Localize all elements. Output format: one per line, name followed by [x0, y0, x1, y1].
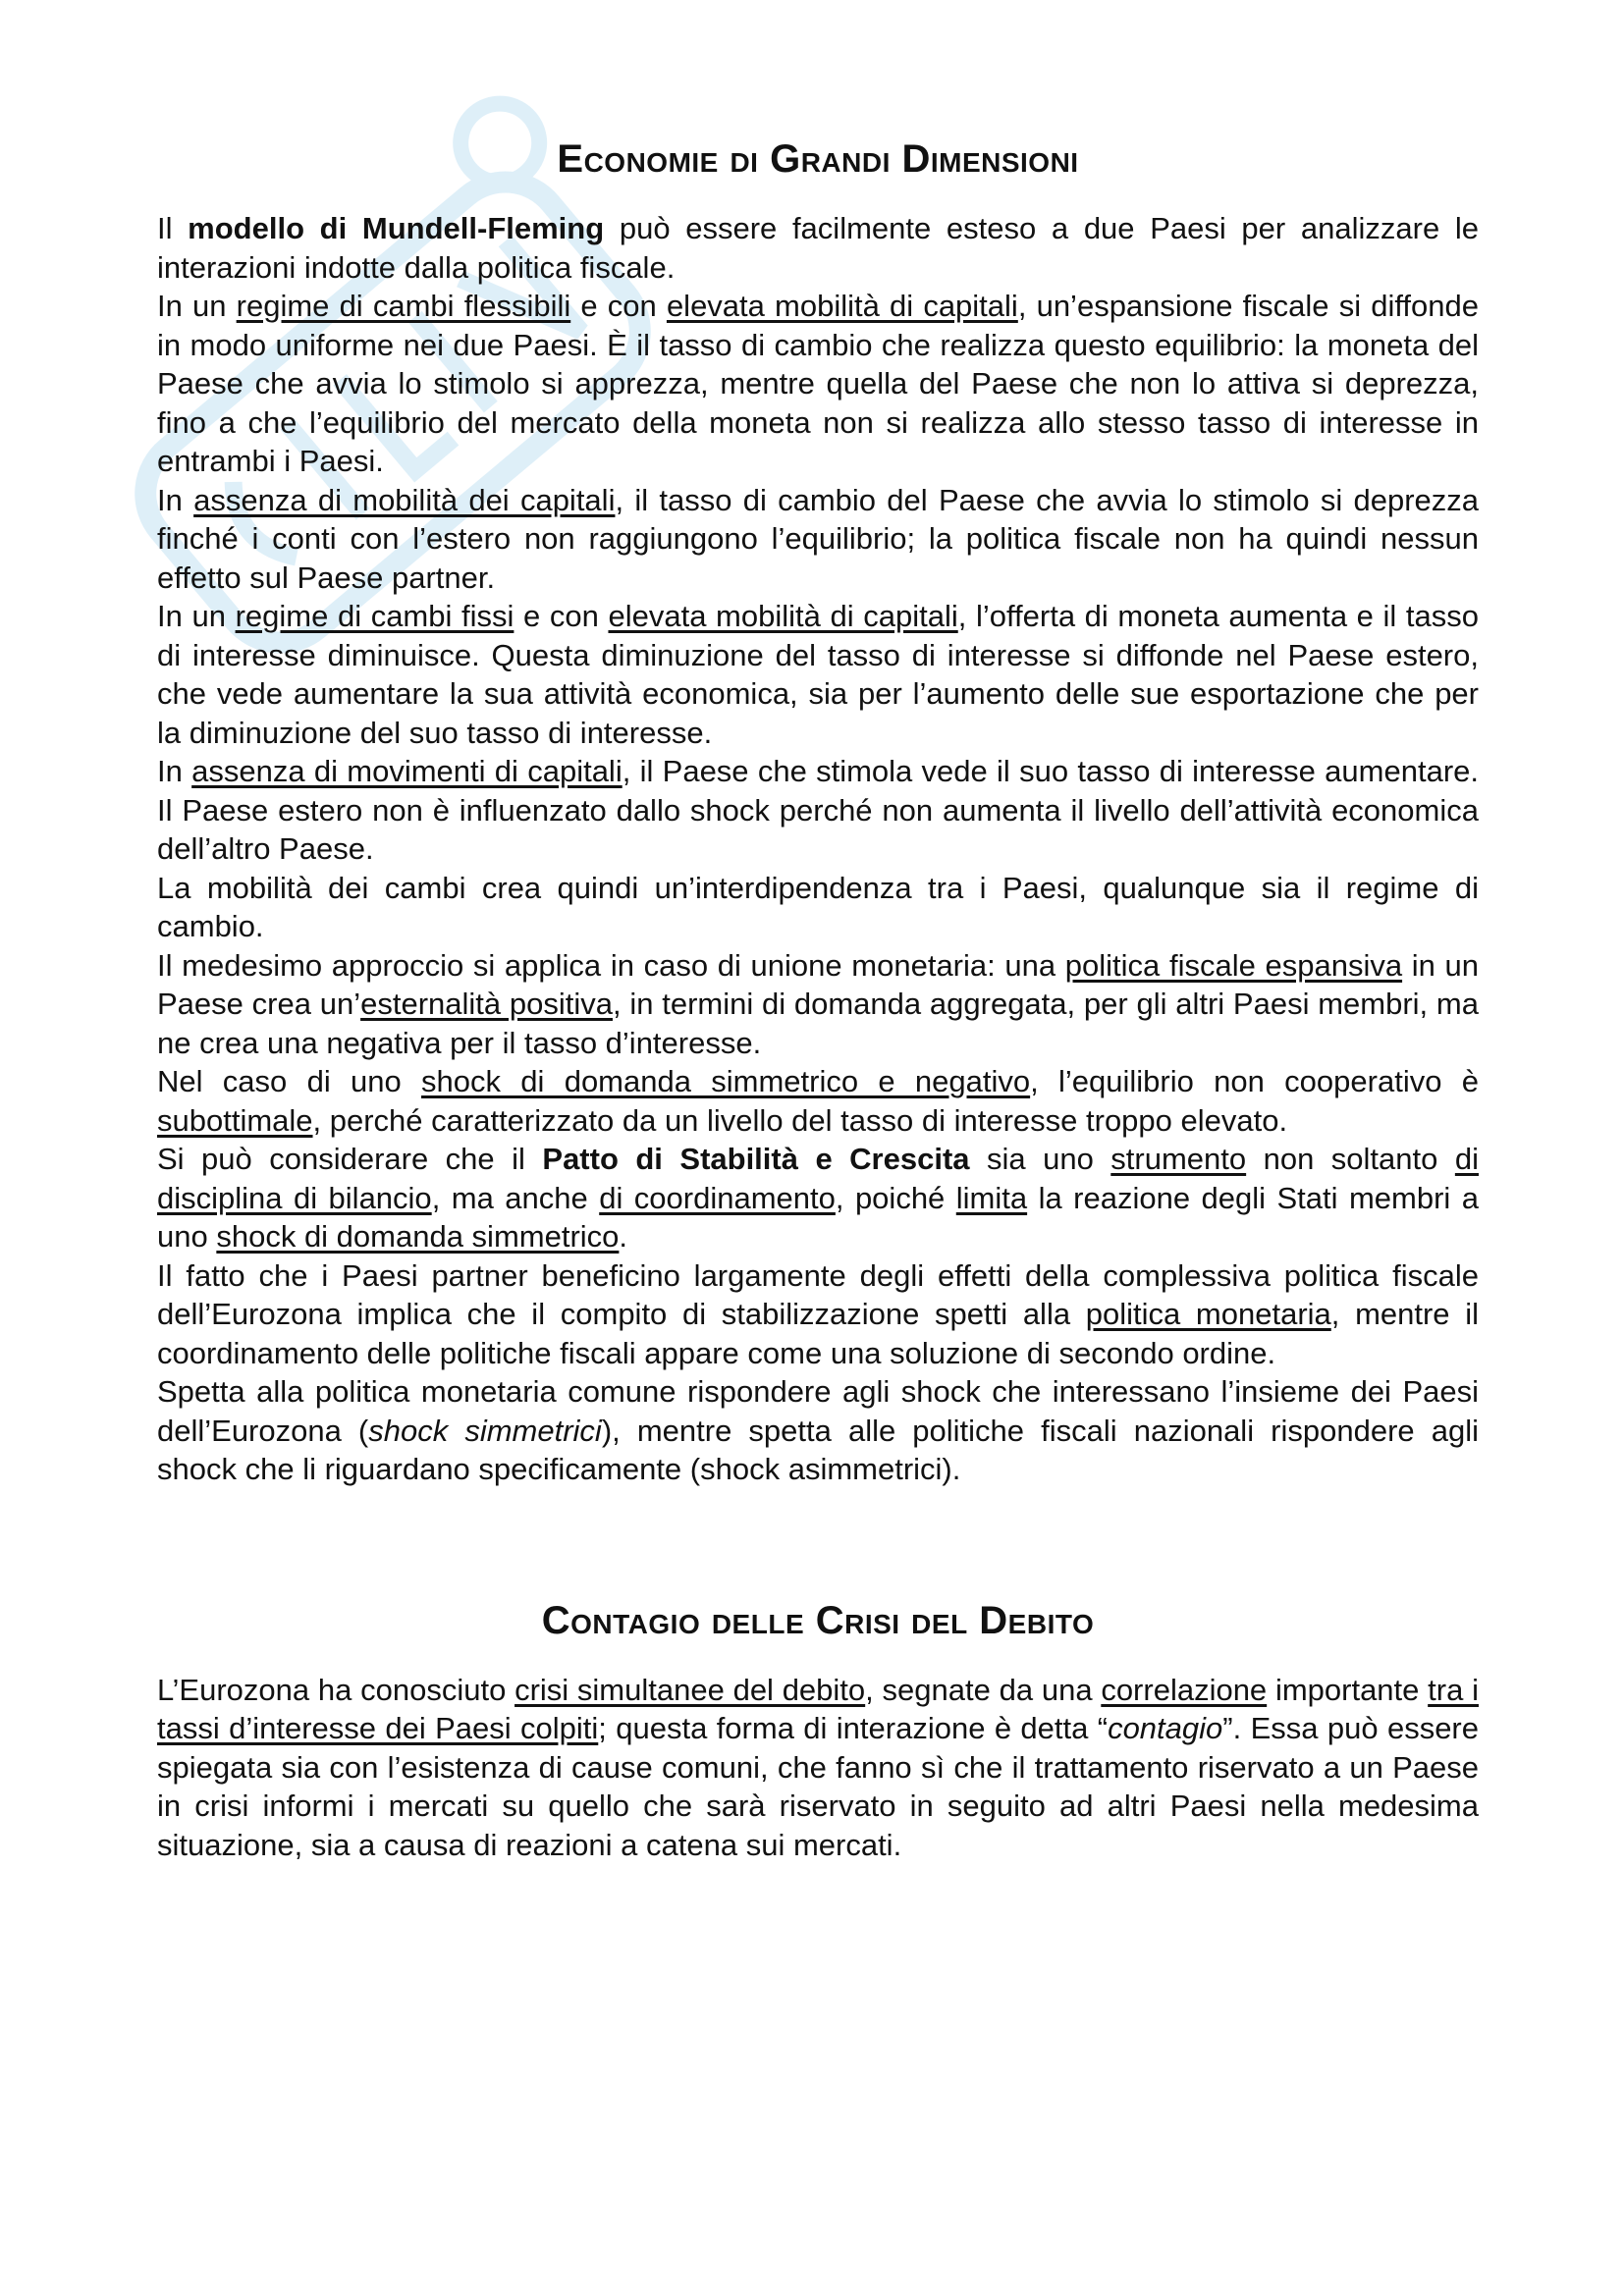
key-term: modello di Mundell-Fleming	[188, 211, 605, 245]
paragraph-3: In assenza di mobilità dei capitali, il tasso di cambio del Paese che avvia lo stimolo si deprezza finché i conti con l’estero non raggiungono l’equilibrio; la politica fiscale non ha quindi nessun effetto sul Paese partner.	[157, 482, 1479, 595]
paragraph-7: Il medesimo approccio si applica in caso di unione monetaria: una politica fiscale espansiva in un Paese crea un’esternalità positiva, in termini di domanda aggregata, per gli altri Paesi membri, ma ne crea una negativa per il tasso d’interesse.	[157, 947, 1480, 1060]
underlined-term: di coordinamento	[599, 1180, 836, 1215]
underlined-term: elevata mobilità di capitali	[666, 289, 1018, 323]
underlined-term: crisi simultanee del debito	[514, 1672, 866, 1707]
page-content	[157, 137, 1479, 1864]
underlined-term: shock di domanda simmetrico	[216, 1219, 620, 1254]
underlined-term: elevata mobilità di capitali	[608, 599, 958, 633]
paragraph-5: In assenza di movimenti di capitali, il Paese che stimola vede il suo tasso di interesse aumentare. Il Paese estero non è influenzato dallo shock perché non aumenta il livello dell’attività economica dell’altro Paese.	[157, 754, 1479, 866]
underlined-term: limita	[955, 1180, 1028, 1215]
underlined-term: di disciplina di bilancio	[157, 1142, 1479, 1215]
paragraph-6: La mobilità dei cambi crea quindi un’interdipendenza tra i Paesi, qualunque sia il regime di cambio.	[157, 870, 1479, 943]
paragraph-contagio: L’Eurozona ha conosciuto crisi simultanee del debito, segnate da una correlazione importante tra i tassi d’interesse dei Paesi colpiti; questa forma di interazione è detta “contagio”. Essa può essere spiegata sia con l’esistenza di cause comuni, che fanno sì che il trattamento riservato a un Paese in crisi informi i mercati su quello che sarà riservato in seguito ad altri Paesi nella medesima situazione, sia a causa di reazioni a catena sui mercati.	[157, 1672, 1479, 1862]
underlined-term: regime di cambi flessibili	[236, 289, 571, 323]
underlined-term: regime di cambi fissi	[235, 599, 514, 633]
underlined-term: strumento	[1110, 1142, 1247, 1176]
paragraph-4: In un regime di cambi fissi e con elevata mobilità di capitali, l’offerta di moneta aumenta e il tasso di interesse diminuisce. Questa diminuzione del tasso di interesse si diffonde nel Paese estero, che vede aumentare la sua attività economica, sia per l’aumento delle sue esportazione che per la diminuzione del suo tasso di interesse.	[157, 599, 1480, 750]
italic-term: shock simmetrici	[368, 1413, 602, 1448]
underlined-term: assenza di mobilità dei capitali	[193, 482, 616, 517]
section-title-economie: Economie di Grandi Dimensioni	[557, 137, 1079, 181]
paragraph-2: In un regime di cambi flessibili e con elevata mobilità di capitali, un’espansione fiscale si diffonde in modo uniforme nei due Paesi. È il tasso di cambio che realizza questo equilibrio: la moneta del Paese che avvia lo stimolo si apprezza, mentre quella del Paese che non lo attiva si deprezza, fino a che l’equilibrio del mercato della moneta non si realizza allo stesso tasso di interesse in entrambi i Paesi.	[157, 289, 1480, 478]
underlined-term: tra i tassi d’interesse dei Paesi colpiti	[157, 1672, 1479, 1745]
underlined-term: esternalità positiva	[360, 987, 613, 1021]
underlined-term: politica fiscale espansiva	[1064, 947, 1403, 983]
section-gap	[157, 1489, 1479, 1599]
underlined-term: subottimale	[157, 1102, 313, 1138]
underlined-term: correlazione	[1101, 1672, 1268, 1707]
underlined-term: assenza di movimenti di capitali	[191, 754, 623, 788]
paragraph-9: Si può considerare che il Patto di Stabilità e Crescita sia uno strumento non soltanto di disciplina di bilancio, ma anche di coordinamento, poiché limita la reazione degli Stati membri a uno shock di domanda simmetrico.	[157, 1142, 1479, 1254]
paragraph-1: Il modello di Mundell-Fleming può essere facilmente esteso a due Paesi per analizzare le interazioni indotte dalla politica fiscale.	[157, 211, 1479, 285]
section-title-contagio: Contagio delle Crisi del Debito	[541, 1598, 1095, 1642]
paragraph-11: Spetta alla politica monetaria comune rispondere agli shock che interessano l’insieme dei Paesi dell’Eurozona (shock simmetrici), mentre spetta alle politiche fiscali nazionali rispondere agli shock che li riguardano specificamente (shock asimmetrici).	[157, 1374, 1479, 1486]
underlined-term: shock di domanda simmetrico e negativo	[421, 1064, 1031, 1098]
paragraph-8: Nel caso di uno shock di domanda simmetrico e negativo, l’equilibrio non cooperativo è subottimale, perché caratterizzato da un livello del tasso di interesse troppo elevato.	[157, 1064, 1479, 1138]
italic-term: contagio	[1108, 1711, 1223, 1745]
key-term: Patto di Stabilità e Crescita	[542, 1142, 970, 1176]
paragraph-10: Il fatto che i Paesi partner beneficino largamente degli effetti della complessiva politica fiscale dell’Eurozona implica che il compito di stabilizzazione spetti alla politica monetaria, mentre il coordinamento delle politiche fiscali appare come una soluzione di secondo ordine.	[157, 1257, 1479, 1370]
underlined-term: politica monetaria	[1085, 1297, 1331, 1331]
